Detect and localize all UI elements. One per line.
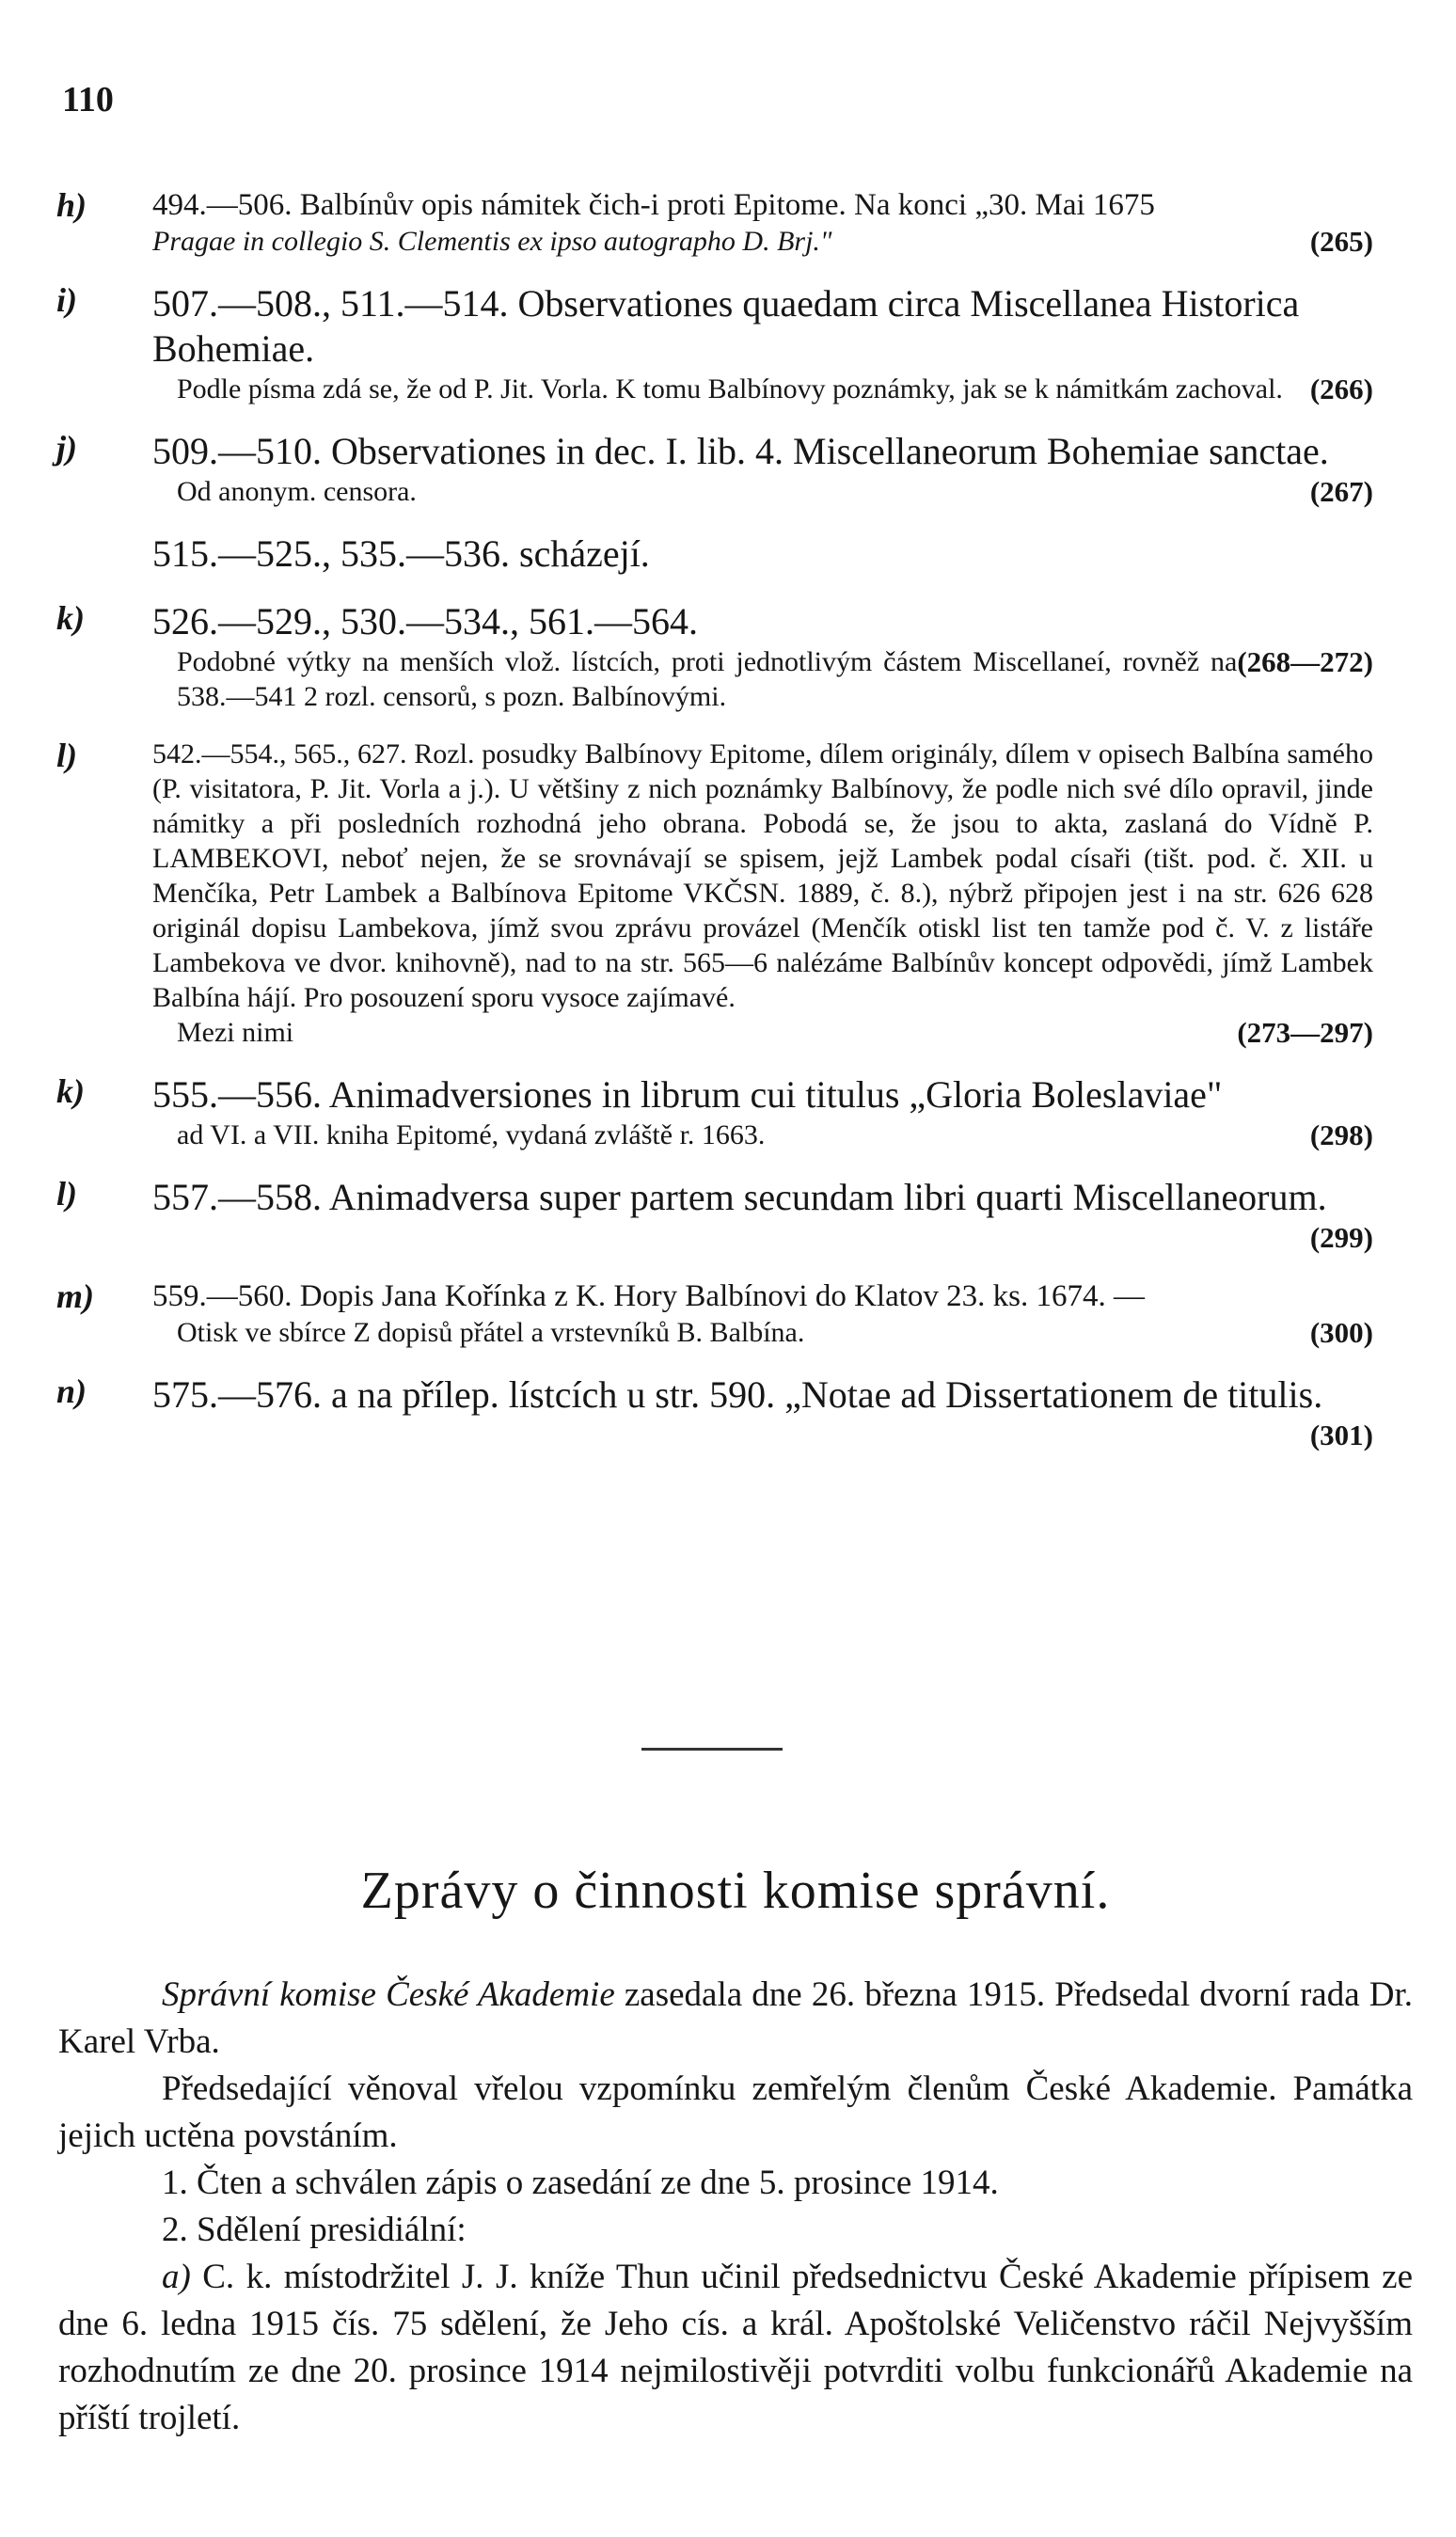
entry-note-text: Mezi nimi xyxy=(177,1017,294,1048)
catalog-entry xyxy=(56,186,1373,259)
entry-marker: m) xyxy=(56,1277,94,1315)
entry-heading: 526.—529., 530.—534., 561.—564. xyxy=(152,600,698,642)
paragraph-text: Předsedající věnoval vřelou vzpomínku zemřelým členům České Akademie. Památka jejich uctěna povstáním. xyxy=(58,2069,1413,2155)
entry-note xyxy=(152,372,1373,406)
entry-note-text: ad VI. a VII. kniha Epitomé, vydaná zvláště r. 1663. xyxy=(177,1119,766,1150)
section-paragraph xyxy=(58,2254,1413,2442)
entry-note-text: Podle písma zdá se, že od P. Jit. Vorla. K tomu Balbínovy poznámky, jak se k námitkám zachoval. xyxy=(177,373,1283,404)
entry-reference-number: (267) xyxy=(1309,475,1373,508)
paragraph-lead: Správní komise České Akademie xyxy=(162,1975,615,2014)
entry-marker: k) xyxy=(56,1072,85,1110)
catalog-entry xyxy=(56,1175,1373,1255)
entry-marker: k) xyxy=(56,599,85,637)
catalog-entry xyxy=(56,1277,1373,1350)
entry-note xyxy=(152,737,1373,1015)
entry-note xyxy=(152,474,1373,509)
entry-note xyxy=(152,1220,1373,1255)
catalog-entry xyxy=(56,1072,1373,1152)
page-number: 110 xyxy=(62,80,114,119)
section-divider xyxy=(641,1748,783,1751)
entry-note xyxy=(152,1315,1373,1350)
catalog-entry xyxy=(56,737,1373,1050)
paragraph-text: 2. Sdělení presidiální: xyxy=(162,2211,467,2249)
entry-reference-number: (299) xyxy=(1309,1221,1373,1254)
section-body xyxy=(58,1972,1413,2442)
entry-heading: 555.—556. Animadversiones in librum cui titulus „Gloria Boleslaviae" xyxy=(152,1073,1223,1116)
catalog-entry xyxy=(56,281,1373,406)
entry-marker: l) xyxy=(56,1175,77,1213)
entry-heading: 557.—558. Animadversa super partem secundam libri quarti Miscellaneorum. xyxy=(152,1176,1327,1218)
entry-reference-number: (266) xyxy=(1309,373,1373,405)
report-section xyxy=(58,1861,1413,2442)
entries-list xyxy=(56,186,1373,1475)
entry-heading: 515.—525., 535.—536. scházejí. xyxy=(152,532,650,575)
entry-reference-number: (273—297) xyxy=(1237,1016,1373,1049)
entry-note-text: Pragae in collegio S. Clementis ex ipso autographo D. Brj." xyxy=(152,226,832,257)
entry-note-text: 542.—554., 565., 627. Rozl. posudky Balbínovy Epitome, dílem originály, dílem v opisech Balbína samého (P. visitatora, P. Jit. Vorla a j.). U většiny z nich poznámky Balbínovy, že podle nich své dílo opravil, jinde námitky a při posledních rozhodná jeho obrana. Pobodá se, že jsou to akta, zaslaná do Vídně P. LAMBEKOVI, neboť nejen, že se srovnávají se spisem, jejž Lambek podal císaři (tišt. pod. č. XII. u Menčíka, Petr Lambek a Balbínova Epitome VKČSN. 1889, č. 8.), nýbrž připojen jest i na str. 626 628 originál dopisu Lambekova, jímž svou zprávu provázel (Menčík otiskl list ten tamže pod č. V. z listáře Lambekova ve dvor. knihovně), nad to na str. 565—6 nalézáme Balbínův koncept odpovědi, jímž Lambek Balbína hájí. Pro posouzení sporu vysoce zajímavé. xyxy=(152,738,1373,1013)
entry-heading: 559.—560. Dopis Jana Kořínka z K. Hory Balbínovi do Klatov 23. ks. 1674. — xyxy=(152,1279,1145,1313)
entry-marker: n) xyxy=(56,1372,87,1410)
entry-note-text: Podobné výtky na menších vlož. lístcích, proti jednotlivým částem Miscellaneí, rovněž na 538.—541 2 rozl. censorů, s pozn. Balbínovými. xyxy=(177,646,1238,712)
entry-marker: h) xyxy=(56,186,87,224)
catalog-entry xyxy=(56,429,1373,509)
section-paragraph xyxy=(58,2207,1413,2254)
entry-marker: i) xyxy=(56,281,77,319)
entry-note xyxy=(152,1015,1373,1050)
entry-note xyxy=(152,1118,1373,1152)
section-paragraph xyxy=(58,2066,1413,2160)
entry-reference-number: (268—272) xyxy=(1237,645,1373,678)
entry-heading: 494.—506. Balbínův opis námitek čich-i proti Epitome. Na konci „30. Mai 1675 xyxy=(152,188,1155,222)
paragraph-text: zasedala dne 26. března 1915. Předsedal dvorní rada Dr. Karel Vrba. xyxy=(58,1975,1413,2061)
entry-heading: 509.—510. Observationes in dec. I. lib. 4. Miscellaneorum Bohemiae sanctae. xyxy=(152,430,1329,472)
entry-note xyxy=(152,644,1373,714)
paragraph-lead: a) xyxy=(162,2258,191,2296)
paragraph-text: 1. Čten a schválen zápis o zasedání ze dne 5. prosince 1914. xyxy=(162,2164,999,2202)
entry-note-text: Otisk ve sbírce Z dopisů přátel a vrstevníků B. Balbína. xyxy=(177,1317,805,1348)
entry-note xyxy=(152,224,1373,259)
paragraph-text: C. k. místodržitel J. J. kníže Thun učinil předsednictvu České Akademie přípisem ze dne 6. ledna 1915 čís. 75 sdělení, že Jeho cís. a král. Apoštolské Veličenstvo ráčil Nejvyšším rozhodnutím ze dne 20. prosince 1914 nejmilostivěji potvrditi volbu funkcionářů Akademie na příští trojletí. xyxy=(58,2258,1413,2437)
catalog-entry xyxy=(56,599,1373,714)
entry-reference-number: (300) xyxy=(1309,1316,1373,1349)
catalog-entry xyxy=(56,531,1373,577)
entry-reference-number: (298) xyxy=(1309,1118,1373,1151)
entry-marker: l) xyxy=(56,737,77,774)
entry-marker: j) xyxy=(56,429,77,467)
section-title: Zprávy o činnosti komise správní. xyxy=(360,1862,1111,1920)
entry-reference-number: (301) xyxy=(1309,1419,1373,1451)
catalog-entry xyxy=(56,1372,1373,1452)
entry-heading: 575.—576. a na přílep. lístcích u str. 590. „Notae ad Dissertationem de titulis. xyxy=(152,1373,1323,1416)
entry-heading: 507.—508., 511.—514. Observationes quaedam circa Miscellanea Historica Bohemiae. xyxy=(152,282,1300,370)
section-paragraph xyxy=(58,1972,1413,2066)
entry-note-text: Od anonym. censora. xyxy=(177,476,417,507)
entry-reference-number: (265) xyxy=(1309,225,1373,258)
section-paragraph xyxy=(58,2160,1413,2207)
entry-note xyxy=(152,1418,1373,1452)
